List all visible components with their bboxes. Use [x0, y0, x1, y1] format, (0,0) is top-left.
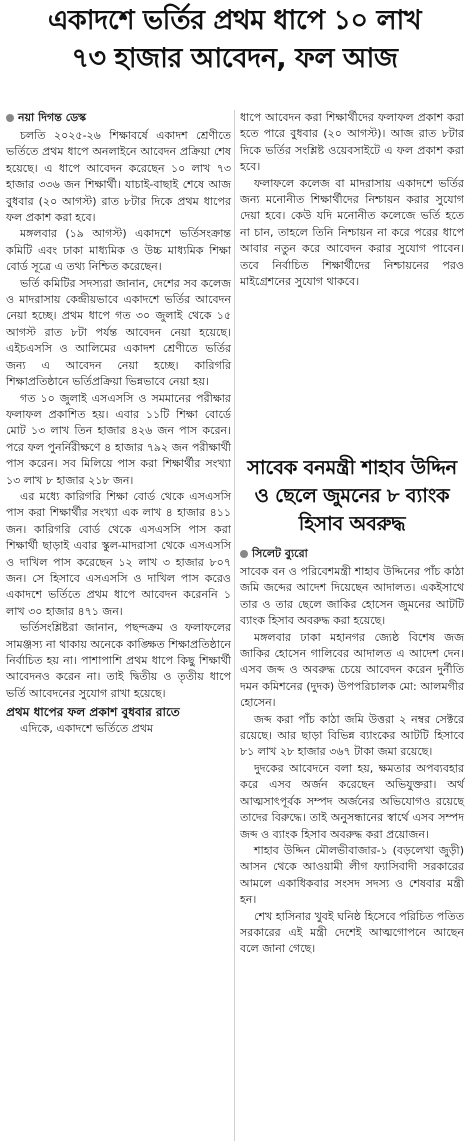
article-paragraph: দুদকের আবেদনে বলা হয়, ক্ষমতার অপব্যবহার করে এসব অর্জন করেছেন অভিযুক্তরা। অর্থ আত্মসাৎপূর্বক সম্পদ অর্জনের অভিযোগও রয়েছে তাদের বিরুদ্ধে। তাই অনুসন্ধানের স্বার্থে এসব সম্পদ জব্দ ও ব্যাংক হিসাব অবরুদ্ধ করা প্রয়োজন। — [240, 761, 464, 841]
main-headline — [4, 2, 465, 78]
article-paragraph: সাবেক বন ও পরিবেশমন্ত্রী শাহাব উদ্দিনের পাঁচ কাঠা জমি জব্দের আদেশ দিয়েছেন আদালত। একইসাথে তার ও তার ছেলে জাকির হোসেন জুমনের আটটি ব্যাংক হিসাব অবরুদ্ধ করা হয়েছে। — [240, 565, 464, 628]
bullet-icon — [6, 114, 14, 122]
column-divider — [234, 110, 235, 1141]
bullet-icon — [240, 550, 248, 558]
article-paragraph: এর মধ্যে কারিগরি শিক্ষা বোর্ড থেকে এসএসসি পাস করা শিক্ষার্থীর সংখ্যা এক লাখ ৪ হাজার ৪১১ জন। কারিগরি বোর্ড থেকে এসএসসি পাস করা শিক্ষার্থী ছাড়াই এবার স্কুল-মাদরাসা থেকে এসএসসি ও দাখিল পাস করেছেন ১২ লাখ ৩ হাজার ৮০৭ জন। সে হিসাবে এসএসসি ও দাখিল পাস করেও একাদশে ভর্তিতে প্রথম ধাপে আবেদন করেননি ১ লাখ ৩০ হাজার ৪৭১ জন। — [6, 489, 231, 618]
article-subhead: প্রথম ধাপের ফল প্রকাশ বুধবার রাতে — [6, 705, 180, 720]
article-paragraph: শাহাব উদ্দিন মৌলভীবাজার-১ (বড়লেখা জুড়ী) আসন থেকে আওয়ামী লীগ ফ্যাসিবাদী সরকারের আমলে একাধিকবার সংসদ সদস্য ও শেষবার মন্ত্রী হন। — [240, 843, 464, 907]
left-column — [6, 110, 231, 738]
second-story-byline — [240, 546, 464, 561]
article-paragraph: চলতি ২০২৫-২৬ শিক্ষাবর্ষে একাদশ শ্রেণীতে ভর্তিতে প্রথম ধাপে অনলাইনে আবেদন প্রক্রিয়া শেষ হয়েছে। এ ধাপে আবেদন করেছেন ১০ লাখ ৭৩ হাজার ৩৩৬ জন শিক্ষার্থী। যাচাই-বাছাই শেষে আজ বুধবার (২০ আগস্ট) রাত ৮টার দিকে প্রথম ধাপের ফল প্রকাশ করা হবে। — [6, 129, 231, 225]
article-paragraph: ভর্তিসংশ্লিষ্টরা জানান, পছন্দক্রম ও ফলাফলের সামঞ্জস্য না থাকায় অনেকে কাঙ্ক্ষিত শিক্ষাপ্রতিষ্ঠানে নির্বাচিত হয় না। পাশাপাশি প্রথম ধাপে কিছু শিক্ষার্থী আবেদনও করেন না। তাই দ্বিতীয় ও তৃতীয় ধাপে ভর্তি আবেদনের সুযোগ রাখা হয়েছে। — [6, 621, 231, 700]
article-paragraph: ফলাফলে কলেজ বা মাদরাসায় একাদশে ভর্তির জন্য মনোনীত শিক্ষার্থীদের নিশ্চায়ন করার সুযোগ দেয়া হবে। কেউ যদি মনোনীত কলেজে ভর্তি হতে না চান, তাহলে তিনি নিশ্চায়ন না করে পরের ধাপে আবার নতুন করে আবেদন করার সুযোগ পাবেন। তবে নির্বাচিত শিক্ষার্থীদের নিশ্চায়নের পরও মাইগ্রেশনের সুযোগ থাকবে। — [240, 176, 464, 289]
byline — [6, 110, 231, 125]
byline-text: নয়া দিগন্ত ডেস্ক — [18, 111, 87, 124]
right-column — [240, 110, 464, 290]
article-paragraph: গত ১০ জুলাই এসএসসি ও সমমানের পরীক্ষার ফলাফল প্রকাশিত হয়। এবার ১১টি শিক্ষা বোর্ডে মোট ১৩ লাখ তিন হাজার ৪২৬ জন পাস করেন। পরে ফল পুনর্নিরীক্ষণে ৪ হাজার ৭৯২ জন পরীক্ষার্থী পাস করেন। সব মিলিয়ে পাস করা শিক্ষার্থীর সংখ্যা ১৩ লাখ ৮ হাজার ২১৮ জন। — [6, 391, 231, 487]
article-paragraph: মঙ্গলবার ঢাকা মহানগর জ্যেষ্ঠ বিশেষ জজ জাকির হোসেন গালিবের আদালত এ আদেশ দেন। এসব জব্দ ও অবরুদ্ধ চেয়ে আবেদন করেন দুর্নীতি দমন কমিশনের (দুদক) উপপরিচালক মো: আলমগীর হোসেন। — [240, 630, 464, 710]
byline-text: সিলেট ব্যুরো — [252, 547, 308, 560]
second-story — [240, 546, 464, 958]
article-paragraph: এদিকে, একাদশে ভর্তিতে প্রথম — [20, 722, 154, 736]
headline-line-1: একাদশে ভর্তির প্রথম ধাপে ১০ লাখ — [47, 5, 422, 36]
headline-line-2: ৭৩ হাজার আবেদন, ফল আজ — [71, 43, 398, 74]
article-paragraph: মঙ্গলবার (১৯ আগস্ট) একাদশে ভর্তিসংক্রান্ত কমিটি এবং ঢাকা মাধ্যমিক ও উচ্চ মাধ্যমিক শিক্ষা বোর্ড সূত্রে এ তথ্য নিশ্চিত করেছেন। — [6, 227, 231, 274]
article-paragraph: শেখ হাসিনার খুবই ঘনিষ্ঠ হিসেবে পরিচিত পতিত সরকারের এই মন্ত্রী দেশেই আত্মগোপনে আছেন বলে জানা গেছে। — [240, 909, 464, 956]
article-paragraph: জব্দ করা পাঁচ কাঠা জমি উত্তরা ২ নম্বর সেক্টরে রয়েছে। আর ছাড়া বিভিন্ন ব্যাংকের আটটি হিসাবে ৮১ লাখ ২৮ হাজার ৩৬৭ টাকা জমা রয়েছে। — [240, 712, 464, 759]
second-story-headline: সাবেক বনমন্ত্রী শাহাব উদ্দিন ও ছেলে জুমনের ৮ ব্যাংক হিসাব অবরুদ্ধ — [247, 456, 457, 535]
article-paragraph: ধাপে আবেদন করা শিক্ষার্থীদের ফলাফল প্রকাশ করা হতে পারে বুধবার (২০ আগস্ট)। আজ রাত ৮টার দিকে ভর্তির সংশ্লিষ্ট ওয়েবসাইটে এ ফল প্রকাশ করা হবে। — [240, 111, 464, 174]
article-paragraph: ভর্তি কমিটির সদস্যরা জানান, দেশের সব কলেজ ও মাদরাসায় কেন্দ্রীয়ভাবে একাদশে ভর্তির আবেদন নেয়া হচ্ছে। প্রথম ধাপে গত ৩০ জুলাই থেকে ১৫ আগস্ট রাত ৮টা পর্যন্ত আবেদন নেয়া হয়েছে। এইচএসসি ও আলিমের একাদশ শ্রেণীতে ভর্তির জন্য এ আবেদন নেয়া হচ্ছে। কারিগরি শিক্ষাপ্রতিষ্ঠানে ভর্তিপ্রক্রিয়া ভিন্নভাবে নেয়া হয়। — [6, 276, 231, 389]
